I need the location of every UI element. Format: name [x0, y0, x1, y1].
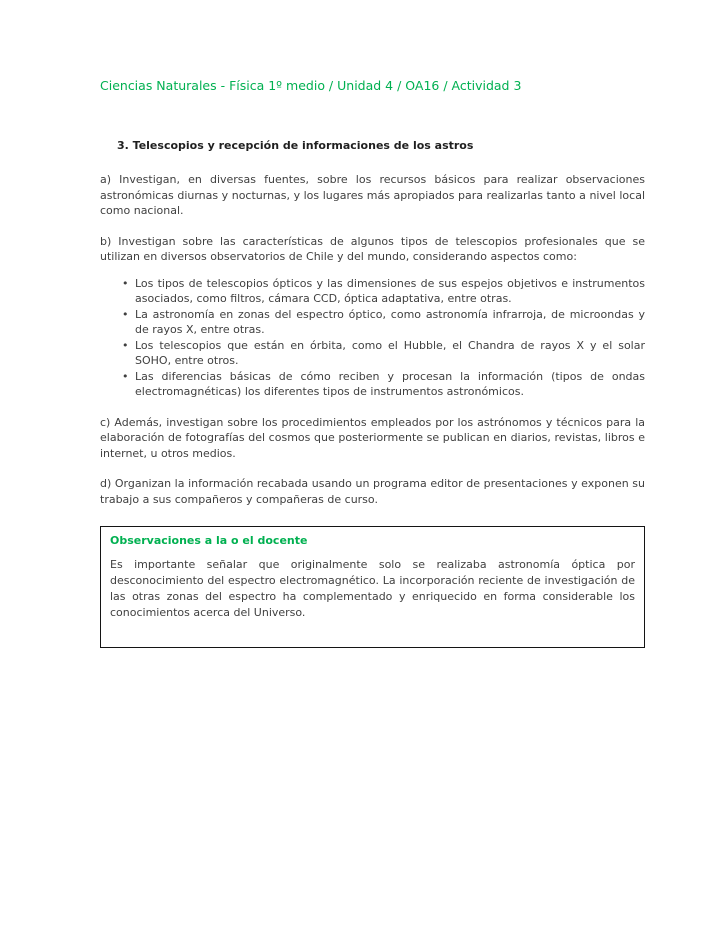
- bullet-item-telescope-types: • Los tipos de telescopios ópticos y las dimensiones de sus espejos objetivos e instrumentos asociados, como filtros, cámara CCD, óptica adaptativa, entre otras.: [120, 276, 645, 307]
- bullet-item-orbital-telescopes: • Los telescopios que están en órbita, como el Hubble, el Chandra de rayos X y el solar SOHO, entre otros.: [120, 338, 645, 369]
- teacher-note-body: Es importante señalar que originalmente solo se realizaba astronomía óptica por desconocimiento del espectro electromagnético. La incorporación reciente de investigación de las otras zonas del espectro ha complementado y enriquecido en forma considerable los conocimientos acerca del Universo.: [110, 558, 635, 620]
- activity-heading: 3. Telescopios y recepción de informaciones de los astros: [117, 139, 474, 152]
- bullet-item-signal-differences: • Las diferencias básicas de cómo reciben y procesan la información (tipos de ondas electromagnéticas) los diferentes tipos de instrumentos astronómicos.: [120, 369, 645, 400]
- paragraph-a: a) Investigan, en diversas fuentes, sobre los recursos básicos para realizar observaciones astronómicas diurnas y nocturnas, y los lugares más apropiados para realizarlas tanto a nivel local como nacional.: [100, 173, 645, 217]
- paragraph-d: d) Organizan la información recabada usando un programa editor de presentaciones y exponen su trabajo a sus compañeros y compañeras de curso.: [100, 477, 645, 506]
- document-title: Ciencias Naturales - Física 1º medio / Unidad 4 / OA16 / Actividad 3: [100, 78, 522, 93]
- paragraph-c: c) Además, investigan sobre los procedimientos empleados por los astrónomos y técnicos para la elaboración de fotografías del cosmos que posteriormente se publican en diarios, revistas, libros e internet, u otros medios.: [100, 415, 645, 460]
- teacher-note-heading: Observaciones a la o el docente: [110, 534, 308, 547]
- bullet-list: [100, 276, 645, 400]
- paragraph-b: b) Investigan sobre las características de algunos tipos de telescopios profesionales que se utilizan en diversos observatorios de Chile y del mundo, considerando aspectos como:: [100, 234, 645, 263]
- teacher-note-box: [100, 526, 645, 648]
- bullet-item-spectrum-astronomy: • La astronomía en zonas del espectro óptico, como astronomía infrarroja, de microondas y de rayos X, entre otras.: [120, 307, 645, 338]
